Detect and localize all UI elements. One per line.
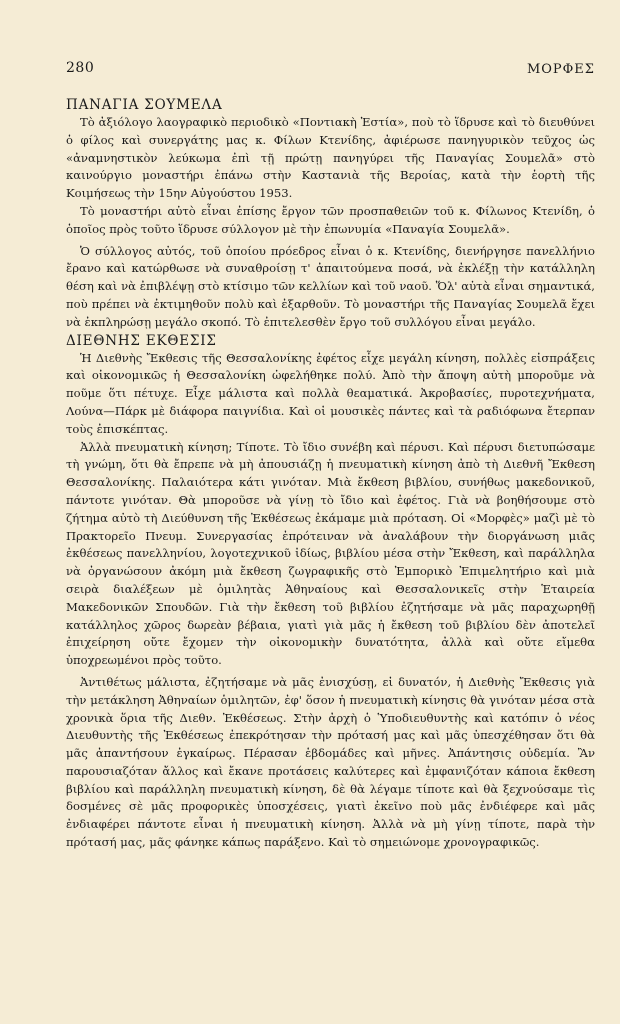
paragraph: Ἀντιθέτως μάλιστα, ἐζητήσαμε νὰ μᾶς ἐνισχύσῃ, εἰ δυνατόν, ἡ Διεθνὴς Ἔκθεσις γιὰ τὴν μετάκληση Ἀθηναίων ὁμιλητῶν, ἐφ' ὅσον ἡ πνευματικὴ κίνησις θὰ γινόταν μέσα στὰ χρονικὰ ὅρια τῆς Διεθν. Ἐκθέσεως. Στὴν ἀρχὴ ὁ Ὑποδιευθυντὴς καὶ κατόπιν ὁ νέος Διευθυντὴς τῆς Ἐκθέσεως ἐπεκρότησαν τὴν πρότασή μας καὶ μᾶς ὑπεσχέθησαν ὅτι θὰ μᾶς ἀπαντήσουν ἐγκαίρως. Πέρασαν ἑβδομάδες καὶ μῆνες. Ἀπάντησις οὐδεμία. Ἂν παρουσιαζόταν ἄλλος καὶ ἔκανε προτάσεις καλύτερες καὶ ἐμφανιζόταν κάποια ἔκθεση βιβλίου καὶ παράλληλη πνευματικὴ κίνηση, δὲ θὰ λέγαμε τίποτε καὶ θὰ ξεχνούσαμε τὶς δοσμένες σὲ μᾶς προφορικὲς ὑποσχέσεις, γιατὶ ἐκεῖνο ποὺ μᾶς ἐνδιέφερε καὶ μᾶς ἐνδιαφέρει πάντοτε εἶναι ἡ πνευματικὴ κίνηση. Ἀλλὰ νὰ μὴ γίνῃ τίποτε, παρὰ τὴν πρότασή μας, μᾶς φάνηκε κάπως παράξενο. Καὶ τὸ σημειώνομε χρονογραφικῶς. xyxy=(66,674,595,850)
paragraph: Ὁ σύλλογος αὐτός, τοῦ ὁποίου πρόεδρος εἶναι ὁ κ. Κτενίδης, διενήργησε πανελλήνιο ἔρανο καὶ κατώρθωσε νὰ συναθροίσῃ τ' ἀπαιτούμενα ποσά, νὰ ἐκλέξῃ τὴν κατάλληλη θέση καὶ νὰ ἐπιβλέψῃ στὸ κτίσιμο τῶν κελλίων καὶ τοῦ ναοῦ. Ὅλ' αὐτὰ εἶναι σημαντικά, ποὺ πρέπει νὰ ἐκτιμηθοῦν πολὺ καὶ ἐξαρθοῦν. Τὸ μοναστήρι τῆς Παναγίας Σουμελᾶ ἔχει νὰ ἐκπληρώσῃ μεγάλο σκοπό. Τὸ ἐπιτελεσθὲν ἔργο τοῦ συλλόγου εἶναι μεγάλο. xyxy=(66,243,595,329)
paragraph: Τὸ μοναστήρι αὐτὸ εἶναι ἐπίσης ἔργον τῶν προσπαθειῶν τοῦ κ. Φίλωνος Κτενίδη, ὁ ὁποῖος πρὸς τοῦτο ἵδρυσε σύλλογον μὲ τὴν ἐπωνυμία «Παναγία Σουμελᾶ». xyxy=(66,203,595,236)
paragraph: Τὸ ἀξιόλογο λαογραφικὸ περιοδικὸ «Ποντιακὴ Ἑστία», ποὺ τὸ ἵδρυσε καὶ τὸ διευθύνει ὁ φίλος καὶ συνεργάτης μας κ. Φίλων Κτενίδης, ἀφιέρωσε πανηγυρικὸν τεῦχος ὡς «ἀναμνηστικὸν λεύκωμα ἐπὶ τῇ πρώτῃ πανηγύρει τῆς Παναγίας Σουμελᾶ» στὸ καινούργιο μοναστήρι ἐπάνω στὴν Καστανιὰ τῆς Βεροίας, κατὰ τὴν ἑορτὴ τῆς Κοιμήσεως τὴν 15ην Αὐγούστου 1953. xyxy=(66,115,595,201)
paragraph: Ἡ Διεθνὴς Ἔκθεσις τῆς Θεσσαλονίκης ἐφέτος εἶχε μεγάλη κίνηση, πολλὲς εἰσπράξεις καὶ οἰκονομικῶς ἡ Θεσσαλονίκη ὠφελήθηκε πολύ. Ἀπὸ τὴν ἄποψη αὐτὴ μποροῦμε νὰ ποῦμε ὅτι πέτυχε. Εἶχε μάλιστα καὶ πολλὰ θεαματικά. Ἀκροβασίες, πυροτεχνήματα, Λούνα—Πάρκ μὲ διάφορα παιγνίδια. Καὶ οἱ μουσικὲς πάντες καὶ τὰ ραδιόφωνα ἔτερπαν τοὺς ἐπισκέπτας. xyxy=(66,350,595,436)
paragraph: Ἀλλὰ πνευματικὴ κίνηση; Τίποτε. Τὸ ἴδιο συνέβη καὶ πέρυσι. Καὶ πέρυσι διετυπώσαμε τὴ γνώμη, ὅτι θὰ ἔπρεπε νὰ μὴ ἀπουσιάζῃ ἡ πνευματικὴ κίνηση ἀπὸ τὴ Διεθνῆ Ἔκθεση Θεσσαλονίκης. Παλαιότερα κάτι γινόταν. Μιὰ ἔκθεση βιβλίου, συνήθως μακεδονικοῦ, πάντοτε γινόταν. Θὰ μποροῦσε νὰ γίνῃ τὸ ἴδιο καὶ ἐφέτος. Γιὰ νὰ βοηθήσουμε στὸ ζήτημα αὐτὸ τὴ Διεύθυνση τῆς Ἐκθέσεως ἐκάμαμε μιὰ πρόταση. Οἱ «Μορφὲς» μαζὶ μὲ τὸ Πρακτορεῖο Πνευμ. Συνεργασίας ἐπρότειναν νὰ ἀναλάβουν τὴν διοργάνωση μιᾶς ἐκθέσεως πανελληνίου, λογοτεχνικοῦ ἰδίως, βιβλίου μέσα στὴν Ἔκθεση, καὶ παράλληλα νὰ ὀργανώσουν ἀκόμη μιὰ ἔκθεση ζωγραφικῆς στὸ Ἐμπορικὸ Ἐπιμελητήριο καὶ μιὰ σειρὰ διαλέξεων μὲ ὁμιλητὰς Ἀθηναίους καὶ Θεσσαλονικεῖς στὴν Ἑταιρεία Μακεδονικῶν Σπουδῶν. Γιὰ τὴν ἔκθεση τοῦ βιβλίου ἐζητήσαμε νὰ μᾶς παραχωρηθῇ κατάλληλος χῶρος δωρεὰν βέβαια, γιατὶ γιὰ μᾶς ἡ ἔκθεση τοῦ βιβλίου δὲν ἀποτελεῖ ἐπιχείρηση οὔτε ἔχομεν τὴν οἰκονομικὴν δυνατότητα, ἀλλὰ καὶ οὔτε εἴμεθα ὑποχρεωμένοι πρὸς τοῦτο. xyxy=(66,439,595,668)
section-panagia-soumela xyxy=(66,96,595,332)
running-head: ΜΟΡΦΕΣ xyxy=(526,62,595,77)
section-diethnis-ekthesis xyxy=(66,332,595,852)
page-number: 280 xyxy=(66,60,95,76)
section-title: ΠΑΝΑΓΙΑ ΣΟΥΜΕΛΑ xyxy=(66,97,223,113)
section-title: ΔΙΕΘΝΗΣ ΕΚΘΕΣΙΣ xyxy=(66,332,217,349)
article-body xyxy=(66,96,595,852)
